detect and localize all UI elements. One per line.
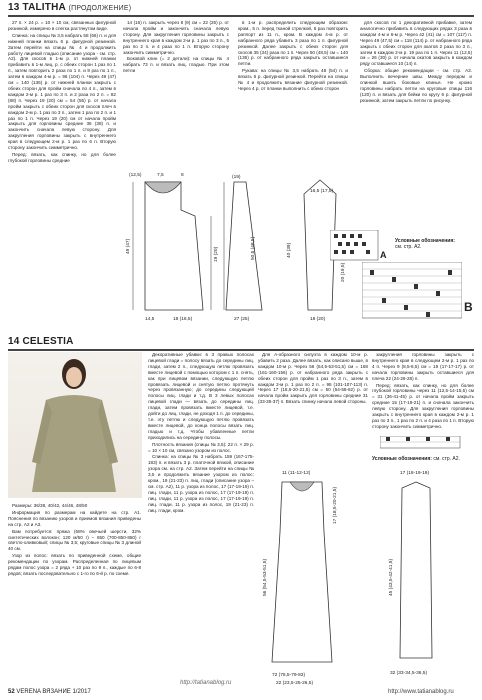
dim-label: 45 (43,5-42-41,5)	[389, 558, 394, 596]
legend-ref: см. стр. А2.	[395, 244, 422, 250]
divider	[8, 15, 474, 17]
dim-label: 40 (39)	[287, 242, 292, 258]
materials: Вам потребуется: пряжа (68% овечьей шерсти, 32% синтетических волокон; 120 м/50 г) – 650 (700-850-850) г светло-оливковый; спицы № 3,5; круговые спицы № 3 длиной 40 см.	[8, 528, 141, 552]
paragraph: 14 (16) п. закрыть через 8 (9) см = 22 (26) р. от начала пройм и закончить сначала левую сторону. Для закругления горловины закрыть с внутреннего края в каждом 2-м р. 1 раз по 3 п., 5 раз по 2 п. и 4 раза по 1 п. Вторую сторону закончить симметрично.	[123, 20, 229, 55]
chart-a-label: A	[380, 250, 387, 260]
pattern: Узор из полос: вязать по приведенной схеме, общие рекомендации по узорам. Распределенная по лицевым рядам полос узора = 2 ряда + 10 раз по 9 п., каждые по 6-8 рядов; вязать последовательно с 1-го по 6-й р. по схеме.	[8, 553, 141, 576]
paragraph: Спинка: на спицы № 3 набрать 159 (167-175-183) п. и вязать 3 р. платочной вязкой, описание узора см. на стр. А2. Затем перейти на спицы № 3,5 и продолжить вязание узором из полос: кром., 19 (21-23) п. лиц. глади (описание узора – см. стр. А2), 11 р. узора из полос, 17 (17-19-19) п. лиц. глади, 11 р. узора из полос, 17 (17-19-19) п. лиц. глади, 11 р. узора из полос, 17 (17-19-19) п. лиц. глади, 11 р. узора из полос, 19 (21-23) п. лиц. глади, кром.	[148, 454, 254, 513]
page-number: 52	[8, 689, 15, 695]
section-number: 14	[8, 336, 20, 347]
section-number: 13	[8, 2, 20, 13]
dim-label: 18 (16,5)	[173, 317, 193, 322]
paragraph: 27 п. × 24 р. = 10 × 10 см, связанных фигурной резинкой, измерено в слегка растянутом виде.	[8, 20, 116, 31]
paragraph: в 1-м р. распределить следующим образом: кром., 5 п. перед тканой стрелкой, 6 раз повторить раппорт из 11 п., кром. В каждом 4-м р. от набранного ряда убавить 3 раза по 1 п. фигурной резинкой. Далее закрыть с обеих сторон для скосов 35 (34) раза по 1 п. Через 50 (48,5) см = 140 (136) р. от набранного ряда закрыть оставшиеся петли.	[238, 20, 348, 67]
schema-sleeve-14	[360, 462, 470, 688]
text-column-4	[372, 352, 474, 432]
dim-label: 8	[181, 173, 184, 178]
sizes: Размеры: 36/38, 40/42, 44/46, 48/50	[12, 503, 88, 508]
paragraph: Рукава: на спицы № 3,5 набрать 48 (54) п. и вязать 6 р. фигурной резинкой. Перейти на спицы № 4 и продолжить вязание фигурной резинкой. Через 4 р. от планки выполнить с обеих сторон	[238, 68, 348, 91]
model-illustration	[8, 352, 142, 498]
dim-label: 72 (75,5-79-83)	[272, 673, 306, 678]
section-13-title	[8, 2, 131, 13]
paragraph: Спинка: на спицы № 3,5 набрать 58 (66) п. и для нижней планки вязать 6 р. фигурной резинкой. Затем перейти на спицы № 4 и продолжить работу лицевой гладью (описание узора - см. стр. А2). Для скосов в 1-м р. от нижней планки прибавить в 1-м лиц. р. с обеих сторон 1 раз по 1 п., затем повторить 2 раза по 1 п. и 8 раз по 1 п., затем в каждом 4-м р. = 96 (104) п. Через 49 (47) см = 140 (136) р. от нижней планки закрыть с обеих сторон для пройм сначала по 4 п., затем в каждом 2-м р. 1 раз по 3 п. и 2 раза по 2 п. = 82 (88) п. Через 19 (20) см = 54 (55) р. от начала пройм закрыть с обеих сторон для скосов плеч в каждом 2-м р. 1 раз по 3 п., затем 1 раз по 2 п. и 1 раз по 1 п. Через 19 (20) см от начала пройм закрыть для горловины средние 36 (38) п. и закончить сначала левую сторону. Для закругления горловины закрыть с внутреннего края в следующем 2-м р. 1 раз по 6 п. Вторую сторону закончить симметрично.	[8, 32, 116, 151]
dim-label: 49 (47)	[126, 238, 131, 254]
legend-title: Условные обозначения:	[372, 456, 432, 462]
paragraph: Боковой клин (= 2 детали): на спицы № 4 набрать 73 п. и вязать лиц. гладью. При этом петли	[123, 56, 229, 74]
sizes-note: Информация по размерам на кайдете на стр. А1. Пояснения по вязанию узоров и приемов вязания приведены на стр. А2 и А3.	[8, 509, 141, 527]
section-name: CELESTIA	[22, 336, 74, 347]
chart-b-grid	[362, 262, 462, 320]
dim-label: 19 (20)	[214, 246, 219, 262]
dim-label: 32 (33-34,5-36,5)	[390, 671, 428, 676]
paragraph: Перед: вязать, как спинку, но для более глубокой горловины средние	[8, 151, 116, 163]
dim-label: 56 (54,5-53-51,5)	[263, 558, 268, 596]
dim-label: 50,5 (48,5)	[251, 236, 256, 260]
text-column-2	[148, 352, 254, 688]
dim-label: 20 (19,5)	[341, 262, 346, 282]
section-name: TALITHA	[22, 2, 66, 13]
legend-13	[395, 238, 455, 250]
paragraph: для скосов по 1 декоративной прибавке, затем аналогично прибавить в следующих рядах 3 раза в каждом 4-м и 6-м р. Через 42 (41) см = 107 (117) п. Через 49 (47,5) см = 118 (114) р. от набранного ряда закрыть с обеих сторон для окатов 2 раза по 3 п., затем в каждом 2-м р. 19 раз по 1 п. Через 11 (12,5) см = 26 (30) р. от начала окатов закрыть в каждом ряду оставшиеся 10 (14) п.	[360, 20, 472, 67]
section-14-title	[8, 336, 74, 347]
dim-label: (19)	[232, 175, 241, 180]
text-column-1	[8, 20, 116, 330]
schema-front-back	[123, 170, 233, 328]
text-column-3	[258, 352, 368, 450]
text-column-4	[360, 20, 472, 220]
chart-b	[362, 262, 473, 325]
dim-label: 16,5 (17,5)	[310, 189, 334, 194]
dim-label: (12,5)	[129, 173, 142, 178]
text-column-3	[238, 20, 348, 144]
dim-label: 22 (23,5-25-26,5)	[276, 681, 314, 686]
paragraph: Перед: вязать, как спинку, но для более глубокой горловины через 11 (12,5-14-15,5) см = 31 (36-41-45) р. от начала пройм закрыть средние 15 (17-19-21) п. и сначала закончить левую сторону. Для закругления горловины закрыть с внутреннего края в каждом 2-м р. 1 раз по 3 п., 1 раз по 2 п. и 4 раза по 1 п. Вторую сторону закончить симметрично.	[372, 382, 474, 429]
chart-b-label: B	[464, 300, 473, 314]
dim-label: 27 (25)	[234, 317, 250, 322]
dim-label: 7,5	[157, 173, 164, 178]
section-subtitle: (ПРОДОЛЖЕНИЕ)	[68, 5, 132, 12]
dim-label: 17 (18,5-20-21,5)	[333, 486, 338, 524]
dim-label: 18 (20)	[310, 317, 326, 322]
text-column-2	[123, 20, 229, 92]
magazine-name: VERENA ВЯЗАНИЕ 1/2017	[16, 689, 91, 695]
dim-label: 11 (11-12-12)	[282, 471, 311, 476]
paragraph: Плотность вязания (спицы № 3,5): 22 п. × 29 р. = 10 × 10 см, связано узором из полос.	[148, 441, 254, 453]
chart-stripes	[380, 436, 470, 452]
legend-ref: см. стр. А2.	[433, 456, 460, 462]
model-photo	[8, 352, 142, 498]
watermark: http://tatianablog.ru	[180, 680, 232, 686]
paragraph: Сборка: общие рекомендации - см. стр. А3. Выполнить вечерние швы. Между передом и спинкой вшить боковые клинья. Не кромо горловины набрать петли на круговые спицы 116 (120) п. и вязать для бейки по кругу 6 р. фигурной резинкой, затем закрыть петли по рисунку.	[360, 68, 472, 103]
dim-label: 17 (18-19-19)	[400, 471, 430, 476]
schema-back	[262, 462, 352, 688]
watermark: http://www.tatianablog.ru	[388, 689, 454, 695]
legend-title: Условные обозначения:	[395, 238, 455, 244]
divider	[8, 349, 474, 351]
paragraph: Декоративные убавки: в 3 правых полосах лицевой глади = полосу вязать до середины лиц. глади, затем 2 п., следующую петлю провязать вместе лицевой с помощью котором с 1 п. снять, как при лицевом вязании, следующую петлю провязать лицевой и снятую петлю протянуть через провязанную; до середины следующей полосы лиц. глади и т.д. В 3 левых полосах лицевой глади — вязать до середины лиц. глади, затем провязать вместе лицевой, т.е. дойти до лиц. глади, не доходя 1 п. до середины, т.е. эту петлю и следующую петлю провязать вместе лицевой, до конца полосы вязать лиц. гладью и т.д. Чтобы убавленные петли приходились на середину полосы.	[148, 352, 254, 440]
paragraph: закругления горловины закрыть с внутреннего края в следующем 2-м р. 1 раз по 4 п. Через 9 (8,5-8,5) см = 19 (17-17-17) р. от начала горловины закрыть оставшиеся для плеча 22 (24-26-28) п.	[372, 352, 474, 381]
dim-label: 14,5	[145, 317, 155, 322]
schema-wedge	[222, 170, 272, 328]
footer	[8, 689, 91, 695]
text-column-1	[8, 503, 141, 688]
paragraph: Для А-образного силуэта в каждом 10-м р. убавить 2 раза. Далее вязать, как описано выше, в каждом 10-м р. Через 56 (54,5-53-51,5) см = 168 (161-160-156) р. от набранного ряда закрыть с обеих сторон для пройм 1 раз по 3 п., затем в каждом 2-м р. 1 раз по 2 п. = 95 (101-107-113) п. Через 17 (18,5-20-21,5) см = 50 (54-58-62) р. от начала пройм закрыть для горловины средние 31 (33-35-37) п. Вязать спинку начала левой стороны.	[258, 352, 368, 405]
